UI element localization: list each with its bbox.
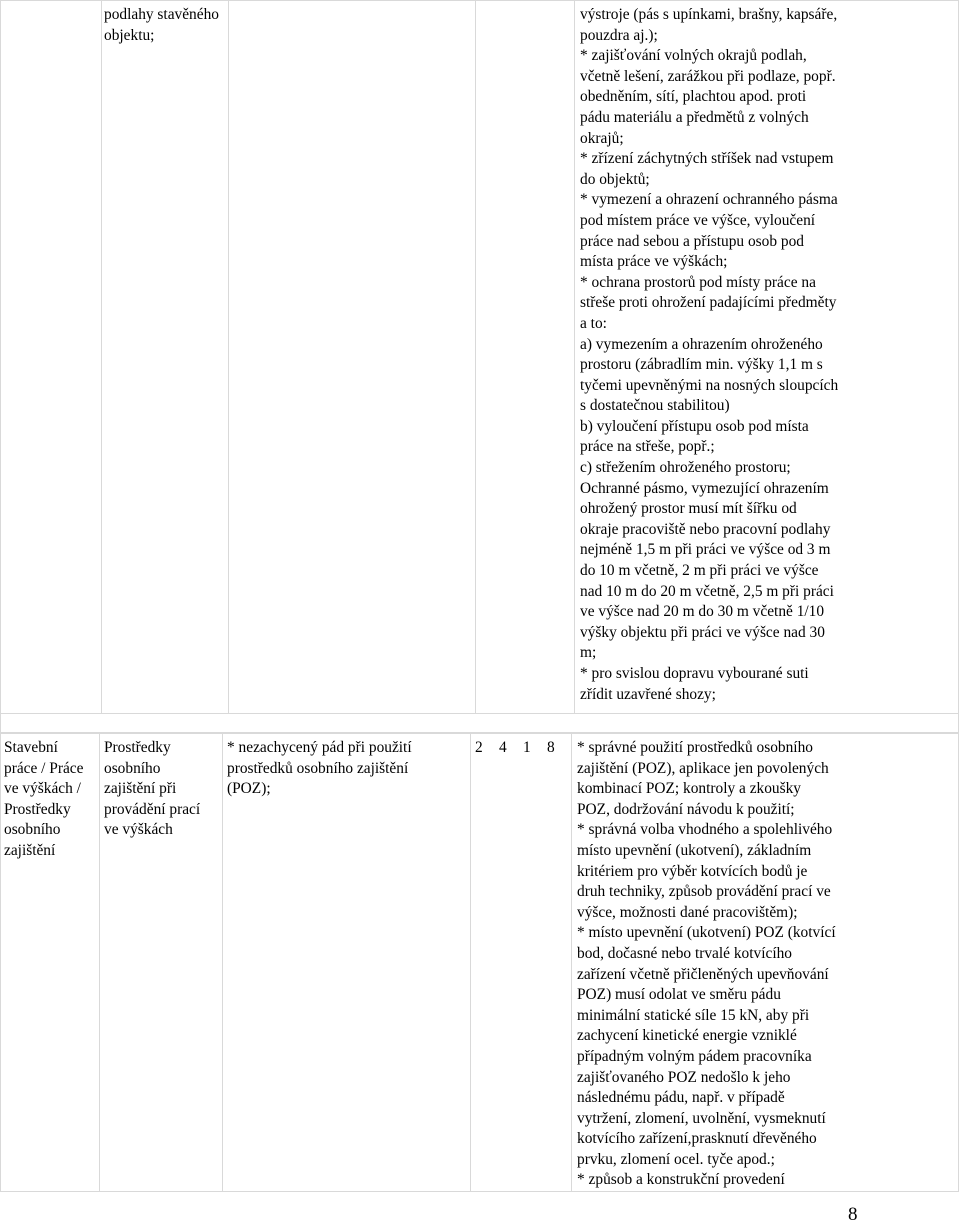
activity-continuation-text: podlahy stavěného objektu; <box>104 6 219 44</box>
table-cell-risk-ratings <box>471 734 572 1192</box>
page-number: 8 <box>848 1204 858 1225</box>
table-cell-empty <box>229 1 476 714</box>
table-row <box>1 1 959 714</box>
table-cell-activity-continuation <box>102 1 229 714</box>
table-cell-empty <box>1 1 102 714</box>
table-cell-measures-continuation <box>575 1 959 714</box>
table-cell-category <box>1 734 100 1192</box>
rating-value: 8 <box>547 739 555 756</box>
category-text: Stavební práce / Práce ve výškách / Prostředky osobního zajištění <box>4 739 84 859</box>
table-cell-hazard <box>223 734 471 1192</box>
rating-value: 4 <box>499 739 507 756</box>
table-cell-measures <box>572 734 959 1192</box>
risk-ratings <box>475 738 571 759</box>
measures-text: * správné použití prostředků osobního zajištění (POZ), aplikace jen povolených kombinací POZ; kontroly a zkoušky POZ, dodržování návodu k použití; * správná volba vhodného a spolehlivého místo upevnění (ukotvení), základním kritériem pro výběr kotvících bodů je druh techniky, způsob provádění prací ve výšce, možnosti dané pracovištěm); * místo upevnění (ukotvení) POZ (kotvící bod, dočasné nebo trvalé kotvícího zařízení včetně přičleněných upevňování POZ) musí odolat ve směru pádu minimální statické síle 15 kN, aby při zachycení kinetické energie vzniklé případným volným pádem pracovníka zajišťovaného POZ nedošlo k jeho následnému pádu, např. v případě vytržení, zlomení, uvolnění, vysmeknutí kotvícího zařízení,prasknutí dřevěného prvku, zlomení ocel. tyče apod.; * způsob a konstrukční provedení <box>577 739 836 1189</box>
rating-value: 1 <box>523 739 531 756</box>
rating-value: 2 <box>475 739 483 756</box>
table-cell-empty <box>476 1 575 714</box>
risk-table-bottom-section <box>0 733 959 1192</box>
table-row <box>1 734 959 1192</box>
measures-continuation-text: výstroje (pás s upínkami, brašny, kapsáře, pouzdra aj.); * zajišťování volných okrajů podlah, včetně lešení, zarážkou při podlaze, popř. obedněním, sítí, plachtou apod. proti pádu materiálu a předmětů z volných okrajů; * zřízení záchytných stříšek nad vstupem do objektů; * vymezení a ohrazení ochranného pásma pod místem práce ve výšce, vyloučení práce nad sebou a přístupu osob pod místa práce ve výškách; * ochrana prostorů pod místy práce na střeše proti ohrožení padajícími předměty a to: a) vymezením a ohrazením ohroženého prostoru (zábradlím min. výšky 1,1 m s tyčemi upevněnými na nosných sloupcích s dostatečnou stabilitou) b) vyloučení přístupu osob pod místa práce na střeše, popř.; c) střežením ohroženého prostoru; Ochranné pásmo, vymezující ohrazením ohrožený prostor musí mít šířku od okraje pracoviště nebo pracovní podlahy nejméně 1,5 m při práci ve výšce od 3 m do 10 m včetně, 2 m při práci ve výšce nad 10 m do 20 m včetně, 2,5 m při práci ve výšce nad 20 m do 30 m včetně 1/10 výšky objektu při práci ve výšce nad 30 m; * pro svislou dopravu vybourané suti zřídit uzavřené shozy; <box>580 6 839 703</box>
hazard-text: * nezachycený pád při použití prostředků osobního zajištění (POZ); <box>227 739 412 798</box>
activity-text: Prostředky osobního zajištění při provádění prací ve výškách <box>104 739 201 839</box>
table-spacer-row <box>0 713 959 733</box>
table-cell-activity <box>100 734 223 1192</box>
